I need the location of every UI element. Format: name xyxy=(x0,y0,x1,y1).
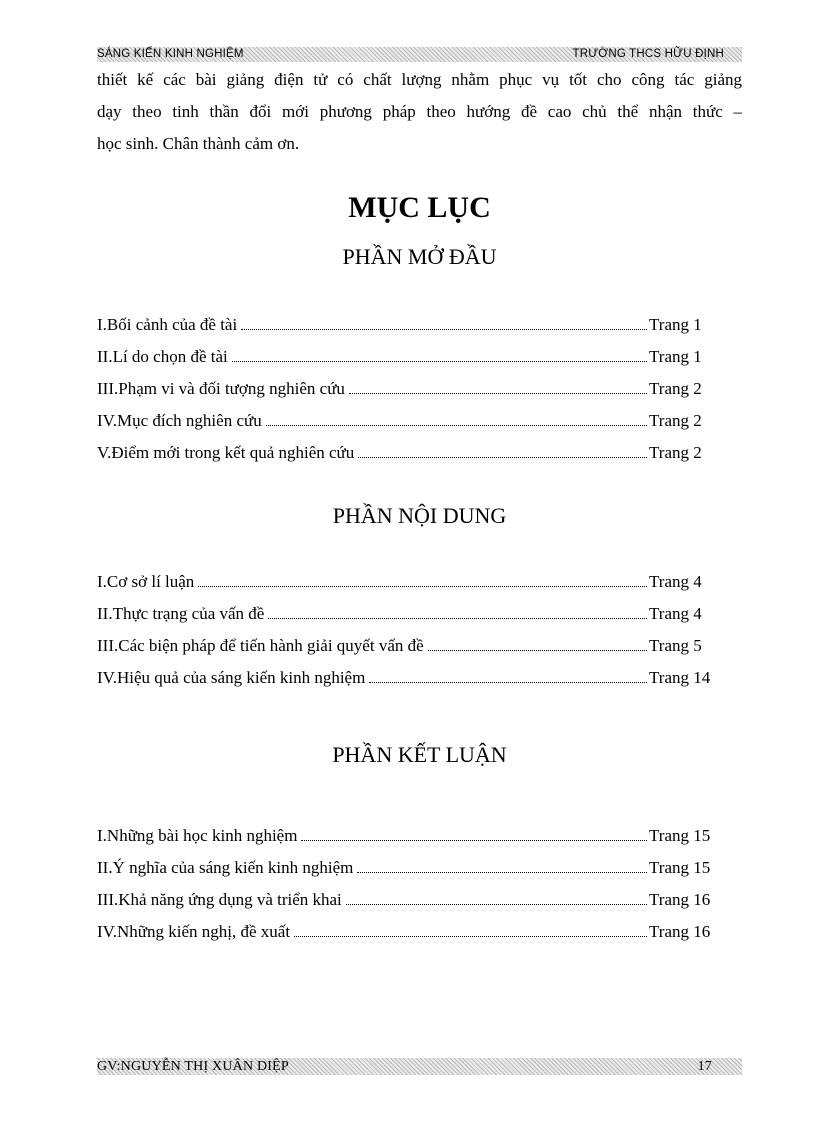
toc-entry-page: Trang 2 xyxy=(649,443,702,462)
toc-entry-label: II.Lí do chọn đề tài xyxy=(97,347,228,366)
dot-leader xyxy=(346,904,647,905)
toc-entry-label: II.Ý nghĩa của sáng kiến kinh nghiệm xyxy=(97,858,354,877)
toc-entry[interactable] xyxy=(97,373,717,405)
toc-entry-page: Trang 16 xyxy=(649,922,711,941)
toc-entry-label: IV.Mục đích nghiên cứu xyxy=(97,411,262,430)
page-header xyxy=(97,47,742,62)
toc-entry-page: Trang 5 xyxy=(649,636,702,655)
toc-entry-label: III.Các biện pháp để tiến hành giải quyết vấn đề xyxy=(97,636,424,655)
dot-leader xyxy=(268,618,647,619)
toc-entry-page: Trang 1 xyxy=(649,347,702,366)
toc-entry-label: I.Những bài học kinh nghiệm xyxy=(97,826,298,845)
dot-leader xyxy=(241,329,647,330)
footer-page-number: 17 xyxy=(697,1059,712,1074)
dot-leader xyxy=(301,840,647,841)
toc-entry-page: Trang 2 xyxy=(649,411,702,430)
toc-entry-page: Trang 15 xyxy=(649,826,711,845)
intro-paragraph xyxy=(97,64,742,160)
toc-entry-page: Trang 16 xyxy=(649,890,711,909)
toc-entry-label: I.Bối cảnh của đề tài xyxy=(97,315,238,334)
page-title: MỤC LỤC xyxy=(348,191,491,224)
toc-entry-label: IV.Những kiến nghị, đề xuất xyxy=(97,922,291,941)
header-right-text: TRƯỜNG THCS HỮU ĐỊNH xyxy=(572,48,724,60)
toc-entry[interactable] xyxy=(97,309,717,341)
section-title-noi-dung: PHẦN NỘI DUNG xyxy=(332,503,507,528)
page-footer xyxy=(97,1058,742,1075)
toc-entry[interactable] xyxy=(97,566,717,598)
section-title-mo-dau: PHẦN MỞ ĐẦU xyxy=(342,244,497,269)
toc-entry[interactable] xyxy=(97,341,717,373)
toc-entry-page: Trang 4 xyxy=(649,572,702,591)
toc-entry-page: Trang 14 xyxy=(649,668,711,687)
toc-entry[interactable] xyxy=(97,820,717,852)
dot-leader xyxy=(266,425,647,426)
toc-entry[interactable] xyxy=(97,598,717,630)
header-left-text: SÁNG KIẾN KINH NGHIỆM xyxy=(97,48,244,60)
dot-leader xyxy=(358,457,647,458)
dot-leader xyxy=(198,586,647,587)
toc-entry-label: II.Thực trạng của vấn đề xyxy=(97,604,265,623)
toc-entry-page: Trang 15 xyxy=(649,858,711,877)
toc-entry[interactable] xyxy=(97,916,717,948)
toc-entry-page: Trang 2 xyxy=(649,379,702,398)
intro-line: thiết kế các bài giảng điện tử có chất lượng nhằm phục vụ tốt cho công tác giảng xyxy=(97,70,742,89)
toc-list-ket-luan xyxy=(97,820,717,948)
toc-list-noi-dung xyxy=(97,566,717,694)
toc-entry-page: Trang 1 xyxy=(649,315,702,334)
dot-leader xyxy=(232,361,647,362)
toc-entry-page: Trang 4 xyxy=(649,604,702,623)
toc-entry[interactable] xyxy=(97,852,717,884)
toc-list-mo-dau xyxy=(97,309,717,469)
dot-leader xyxy=(349,393,647,394)
toc-entry[interactable] xyxy=(97,437,717,469)
toc-entry[interactable] xyxy=(97,662,717,694)
toc-entry[interactable] xyxy=(97,884,717,916)
section-title-ket-luan: PHẦN KẾT LUẬN xyxy=(332,742,507,767)
toc-entry-label: IV.Hiệu quả của sáng kiến kinh nghiệm xyxy=(97,668,366,687)
dot-leader xyxy=(294,936,647,937)
toc-entry[interactable] xyxy=(97,405,717,437)
toc-entry[interactable] xyxy=(97,630,717,662)
dot-leader xyxy=(369,682,647,683)
footer-author: GV:NGUYỄN THỊ XUÂN DIỆP xyxy=(97,1059,289,1074)
intro-line: dạy theo tinh thần đổi mới phương pháp theo hướng đề cao chủ thể nhận thức – xyxy=(97,102,742,121)
toc-entry-label: I.Cơ sở lí luận xyxy=(97,572,195,591)
dot-leader xyxy=(428,650,647,651)
toc-entry-label: III.Khả năng ứng dụng và triển khai xyxy=(97,890,342,909)
dot-leader xyxy=(357,872,647,873)
toc-entry-label: V.Điểm mới trong kết quả nghiên cứu xyxy=(97,443,355,462)
toc-entry-label: III.Phạm vi và đối tượng nghiên cứu xyxy=(97,379,345,398)
intro-line: học sinh. Chân thành cảm ơn. xyxy=(97,134,300,153)
